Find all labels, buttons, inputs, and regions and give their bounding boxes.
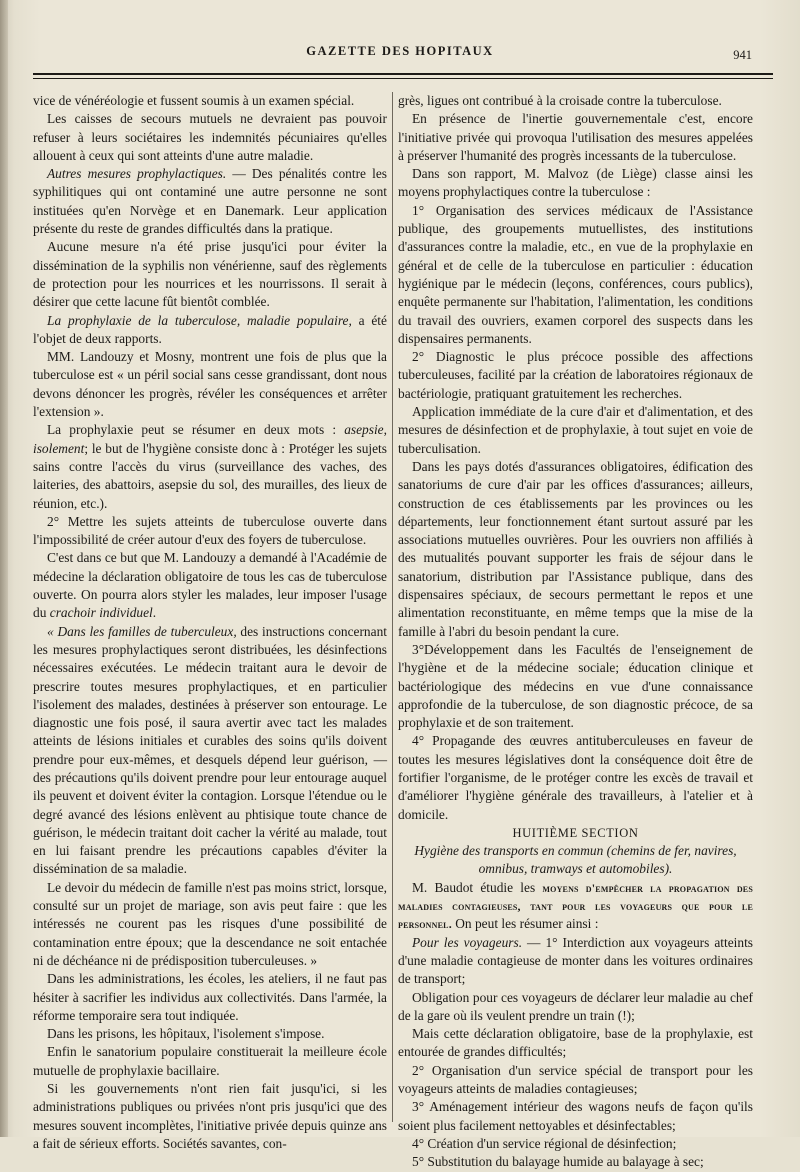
right-column (398, 92, 753, 1172)
paragraph: Dans les administrations, les écoles, les ateliers, il ne faut pas hésiter à sacrifier les individus aux collectivités. Dans l'armée, la réforme temporaire sera tout indiquée. (33, 971, 387, 1023)
inline-text: , (383, 422, 387, 438)
paragraph: En présence de l'inertie gouvernementale c'est, encore l'initiative privée qui provoqua l'utilisation des mesures appelées à préserver l'humanité des progrès incessants de la tuberculose. (398, 111, 753, 163)
inline-heading: « Dans les familles de tuberculeux, (47, 623, 237, 639)
inline-small-caps: moyens d'empêcher la propagation des maladies contagieuses, tant pour les voyageurs que pour le personnel. (398, 880, 753, 932)
inline-text: le but de l'hygiène consiste donc à : Protéger les sujets sains contre l'accès du virus (surveillance des vaches, des laiteries, des abattoirs, asepsie du sol, des murailles, des lieux de réunion, etc.). (33, 440, 387, 511)
list-item: 4° Propagande des œuvres antituberculeuses en faveur de toutes les mesures législatives dont la conséquence doit être de fortifier l'organisme, de le protéger contre les excès de travail et d'améliorer l'hygiène générale des travailleurs, à l'atelier et à domicile. (398, 733, 753, 822)
paragraph (33, 165, 387, 238)
header-rule-thick (33, 73, 773, 75)
paragraph: grès, ligues ont contribué à la croisade contre la tuberculose. (398, 93, 722, 108)
list-item: 3°Développement dans les Facultés de l'enseignement de l'hygiène et de la médecine sociale; éducation clinique et bactériologique des médecins en vue d'une connaissance approfondie de la tuberculose, de son diagnostic précoce, de sa prophylaxie et de son traitement. (398, 641, 753, 731)
inline-text: — (226, 166, 252, 182)
inline-text: La prophylaxie peut se résumer en deux mots : (47, 422, 337, 438)
list-item: 5° Substitution du balayage humide au balayage à sec; (412, 1154, 704, 1170)
inline-emphasis: isolement (33, 440, 85, 456)
column-divider (392, 92, 393, 1122)
paragraph: 2° Mettre les sujets atteints de tuberculose ouverte dans l'impossibilité de créer autour d'eux des foyers de tuberculose. (33, 513, 387, 548)
list-item: 4° Création d'un service régional de désinfection; (412, 1135, 677, 1151)
paragraph: Les caisses de secours mutuels ne devraient pas pouvoir refuser à leurs sociétaires les indemnités pécuniaires qu'elles allouent à ceux qui sont atteints d'une autre maladie. (33, 111, 387, 163)
paragraph: Mais cette déclaration obligatoire, base de la prophylaxie, est entourée de grandes difficultés; (398, 1026, 753, 1060)
inline-text: Des pénalités contre les syphilitiques qui ont contaminé une autre personne ne sont instituées qu'en Norvège et en Danemark. Leur application présente du reste de grandes difficultés dans la pratique. (33, 166, 387, 237)
page-binding-edge (0, 0, 8, 1137)
paragraph (398, 879, 753, 934)
paragraph: Dans son rapport, M. Malvoz (de Liège) classe ainsi les moyens prophylactiques contre la tuberculose : (398, 166, 753, 200)
paragraph: Dans les prisons, les hôpitaux, l'isolement s'impose. (47, 1026, 325, 1042)
inline-heading: Pour les voyageurs. (412, 934, 523, 950)
list-item: 2° Organisation d'un service spécial de transport pour les voyageurs atteints de maladies contagieuses; (398, 1062, 753, 1097)
list-item: 3° Aménagement intérieur des wagons neufs de façon qu'ils soient plus facilement nettoyables et désinfectables; (398, 1099, 753, 1133)
paragraph (398, 934, 753, 989)
inline-text: . (152, 605, 157, 621)
inline-text: M. Baudot étudie les (412, 879, 536, 895)
inline-text: On peut les résumer ainsi : (455, 916, 599, 932)
left-column (33, 92, 387, 1153)
inline-heading: Autres mesures prophylactiques. (47, 166, 227, 182)
inline-text: a été l'objet de deux rapports. (33, 312, 387, 346)
paragraph (33, 549, 387, 622)
paragraph: MM. Landouzy et Mosny, montrent une fois de plus que la tuberculose est « un péril social sans cesse grandissant, dont nous devons dénoncer les progrès, révéler les conséquences et arrêter l'extension ». (33, 349, 387, 420)
paragraph: Enfin le sanatorium populaire constituerait la meilleure école mutuelle de prophylaxie bacillaire. (33, 1044, 387, 1078)
list-item: 1° Organisation des services médicaux de l'Assistance publique, des groupements mutuellistes, des institutions d'assurances contre la maladie, etc., en vue de la prophylaxie en général et de celle de la tuberculose en particulier : éducation hygiénique par le médecin (leçons, conférences, cours publics), enquête permanente sur l'habitation, l'alimentation, les conditions du travail des ouvriers, examen corporel des suspects dans les dispensaires permanents. (398, 202, 753, 346)
paragraph: Dans les pays dotés d'assurances obligatoires, édification des sanatoriums de cure d'air par les offices d'assurances; ailleurs, construction de ces établissements par les provinces ou les départements, leur fonctionnement étant surtout assuré par les associations mutuelles ouvrières. Pour les ouvriers non affiliés à des mutualités pouvant supporter les frais de séjour dans le sanatorium, distribution par l'Assistance publique, dans des dispensaires spéciaux, de secours permettant le repos et une alimentation reconstituante, en même temps que la mise de la famille à l'abri du besoin pendant la cure. (398, 458, 753, 639)
paragraph (33, 421, 387, 512)
paragraph: Obligation pour ces voyageurs de déclarer leur maladie au chef de la gare où ils veulent prendre un train (!); (398, 989, 753, 1023)
paragraph: Aucune mesure n'a été prise jusqu'ici pour éviter la dissémination de la syphilis non vénérienne, sauf des règlements de protection pour les nourrices et les nourrissons. Il serait à désirer que cette lacune fût bientôt comblée. (33, 239, 387, 310)
inline-text: — 1° Interdiction aux voyageurs atteints d'une maladie contagieuse de monter dans les voitures ordinaires de transport; (398, 934, 753, 987)
paragraph: Si les gouvernements n'ont rien fait jusqu'ici, si les administrations publiques ou privées n'ont pris jusqu'ici que des mesures souvent incomplètes, l'initiative privée depuis quinze ans a fait de sérieux efforts. Sociétés savantes, con- (33, 1081, 387, 1151)
section-heading: HUITIÈME SECTION (512, 825, 639, 840)
paragraph (33, 623, 387, 879)
running-head: GAZETTE DES HOPITAUX (306, 44, 494, 58)
paragraph: Le devoir du médecin de famille n'est pas moins strict, lorsque, consulté sur un projet de mariage, son avis peut faire : que les intéressés ne courent pas les risques d'une possibilité de contamination entre époux; que la descendance ne soit entachée ni de déchéance ni de prédisposition tuberculeuses. » (33, 879, 387, 968)
list-item: 2° Diagnostic le plus précoce possible des affections tuberculeuses, facilité par la création de laboratoires régionaux de bactériologie, pratiquant gratuitement les recherches. (398, 349, 753, 401)
inline-emphasis: crachoir individuel (49, 605, 153, 621)
inline-heading: La prophylaxie de la tuberculose, maladie populaire, (47, 312, 352, 328)
inline-emphasis: asepsie (344, 422, 384, 438)
section-subheading: Hygiène des transports en commun (chemins de fer, navires, omnibus, tramways et automobiles). (414, 843, 737, 877)
inline-text: des instructions concernant les mesures prophylactiques seront distribuées, les désinfections nécessaires exécutées. Le médecin traitant aura le devoir de prescrire toutes mesures prophylactiques, et en particulier l'isolement des malades, destinées à préserver son entourage. Le diagnostic une fois posé, il saura avertir avec tact les malades atteints de lésions initiales et curables des soins qu'ils doivent prendre pour eux-mêmes, et desquels dépend leur guérison, — des précautions qu'ils doivent prendre pour leur entourage auquel ils peuvent et doivent éviter la contagion. Lorsque l'étendue ou le degré avancé des lésions enlèvent au phtisique toute chance de guérison, le médecin traitant doit cacher la vérité au malade, tout en lui faisant prendre les précautions capables d'éviter la dissémination de sa maladie. (33, 623, 387, 877)
paragraph: vice de vénéréologie et fussent soumis à un examen spécial. (33, 93, 355, 108)
inline-text: ; (84, 440, 92, 456)
header-rule-thin (33, 78, 773, 79)
inline-text: C'est dans ce but que M. Landouzy a demandé à l'Académie de médecine la déclaration obligatoire de tous les cas de tuberculose ouverte. On pourra alors styler les malades, leur imposer l'usage du (33, 550, 387, 621)
paragraph (33, 312, 387, 349)
page-number: 941 (733, 48, 752, 62)
paragraph: Application immédiate de la cure d'air et d'alimentation, et des mesures de désinfection et de prophylaxie, à tout sujet en voie de tuberculisation. (398, 404, 753, 456)
